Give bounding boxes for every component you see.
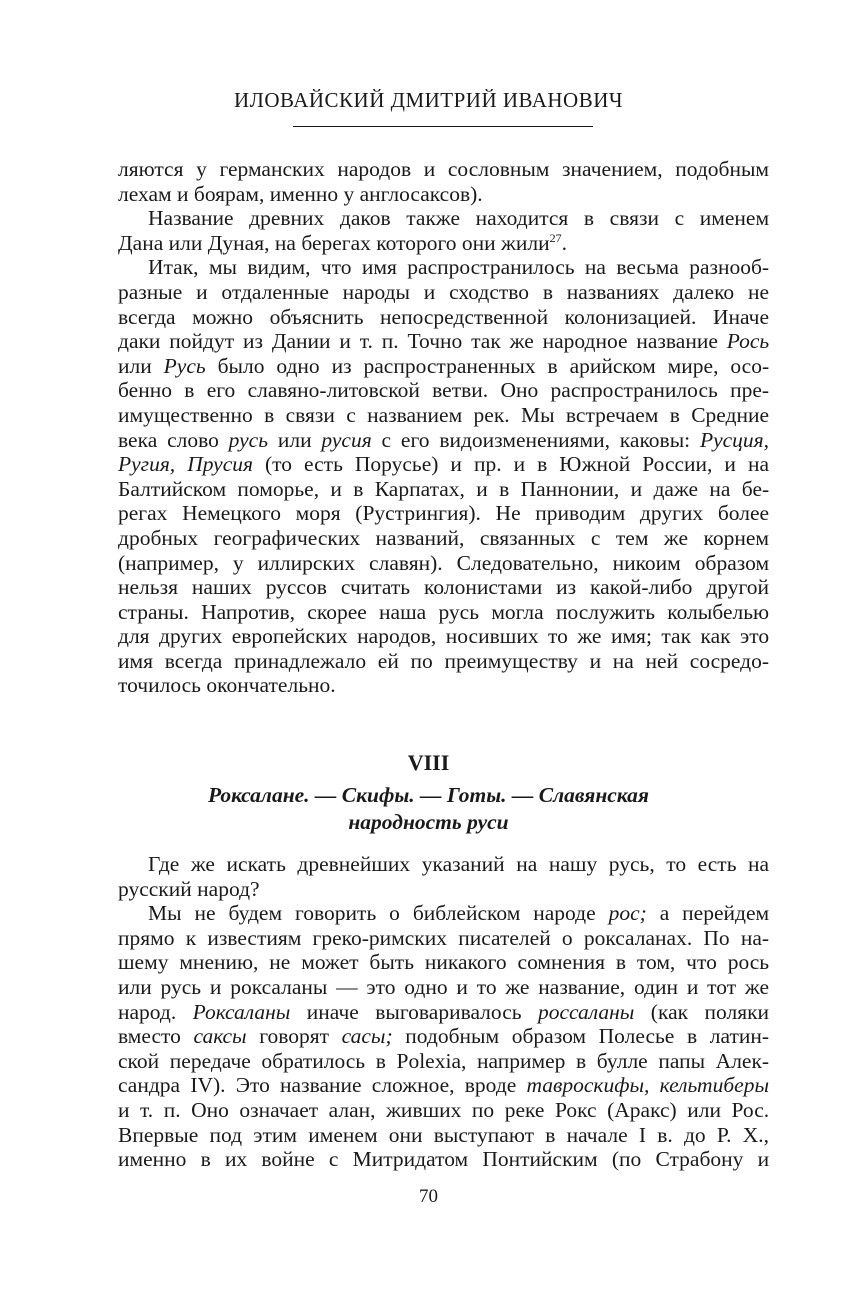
text-block-1 [118,157,769,698]
text-line: века слово русь или русия с его видоизменениями, каковы: Русция, [118,427,770,452]
text-line: Балтийском поморье, и в Карпатах, и в Паннонии, и даже на бе- [118,476,770,501]
text-line: для других европейских народов, носивших то же имя; так как это [118,624,770,649]
text-line: всегда можно объяснить непосредственной колонизацией. Иначе [118,304,770,329]
text-line: Итак, мы видим, что имя распространилось на весьма разнооб- [148,255,770,280]
section-title-line-1: Роксалане. — Скифы. — Готы. — Славянская [207,783,649,807]
text-line: дробных географических названий, связанных с тем же корнем [118,525,770,550]
text-block-2 [118,852,769,1172]
text-line: Название древних даков также находится в связи с именем [148,206,770,231]
text-line: вместо саксы говорят сасы; подобным образом Полесье в латин- [118,1024,770,1049]
text-line: Дана или Дуная, на берегах которого они жили$^{27}$. [118,230,568,255]
text-line: ской передаче обратилось в Polexia, например в булле папы Алек- [118,1048,770,1073]
text-line: русский народ? [118,876,260,901]
text-line: Впервые под этим именем они выступают в начале I в. до Р. Х., [118,1122,770,1147]
section-number: VIII [407,750,450,775]
text-line: или русь и роксаланы — это одно и то же название, один и тот же [118,974,769,999]
text-line: лехам и боярам, именно у англосаксов). [118,181,483,206]
text-line: разные и отдаленные народы и сходство в названиях далеко не [118,279,770,304]
section-title-line-2: народность руси [348,810,509,834]
text-line: регах Немецкого моря (Рустрингия). Не приводим других более [118,501,770,526]
text-line: имущественно в связи с названием рек. Мы встречаем в Средние [118,402,770,427]
text-line: именно в их войне с Митридатом Понтийским (по Страбону и [118,1147,770,1172]
text-line: Где же искать древнейших указаний на нашу русь, то есть на [148,852,770,876]
text-line: Ругия, Прусия (то есть Порусье) и пр. и в Южной России, и на [118,452,769,477]
text-line: или Русь было одно из распространенных в арийском мире, осо- [118,353,770,378]
page-number: 70 [419,1186,438,1207]
text-line: страны. Напротив, скорее наша русь могла послужить колыбелью [118,599,770,624]
text-line: бенно в его славяно-литовской ветви. Оно распространилось пре- [118,378,770,403]
section-title [0,782,857,836]
text-line: сандра IV). Это название сложное, вроде тавроскифы, кельтиберы [118,1073,770,1098]
text-line: прямо к известиям греко-римских писателей о роксаланах. По на- [118,925,770,950]
text-line: ляются у германских народов и сословным значением, подобным [118,157,770,181]
running-head: ИЛОВАЙСКИЙ ДМИТРИЙ ИВАНОВИЧ [233,88,624,112]
text-line: (например, у иллирских славян). Следовательно, никоим образом [118,550,770,575]
text-line: народ. Роксаланы иначе выговаривалось россаланы (как поляки [118,999,770,1024]
text-line: и т. п. Оно означает алан, живших по реке Рокс (Аракс) или Рос. [118,1097,770,1122]
footnote-ref: 27 [549,230,562,245]
text-line: даки пойдут из Дании и т. п. Точно так же народное название Рось [118,329,770,354]
text-line: имя всегда принадлежало ей по преимуществу и на ней сосредо- [118,648,770,673]
text-line: точилось окончательно. [118,673,336,698]
text-line: шему мнению, не может быть никакого сомнения в том, что рось [118,950,770,975]
text-line: Мы не будем говорить о библейском народе рос; а перейдем [148,901,770,926]
text-line: нельзя наших руссов считать колонистами из какой-либо другой [118,575,770,600]
head-rule [293,126,593,127]
